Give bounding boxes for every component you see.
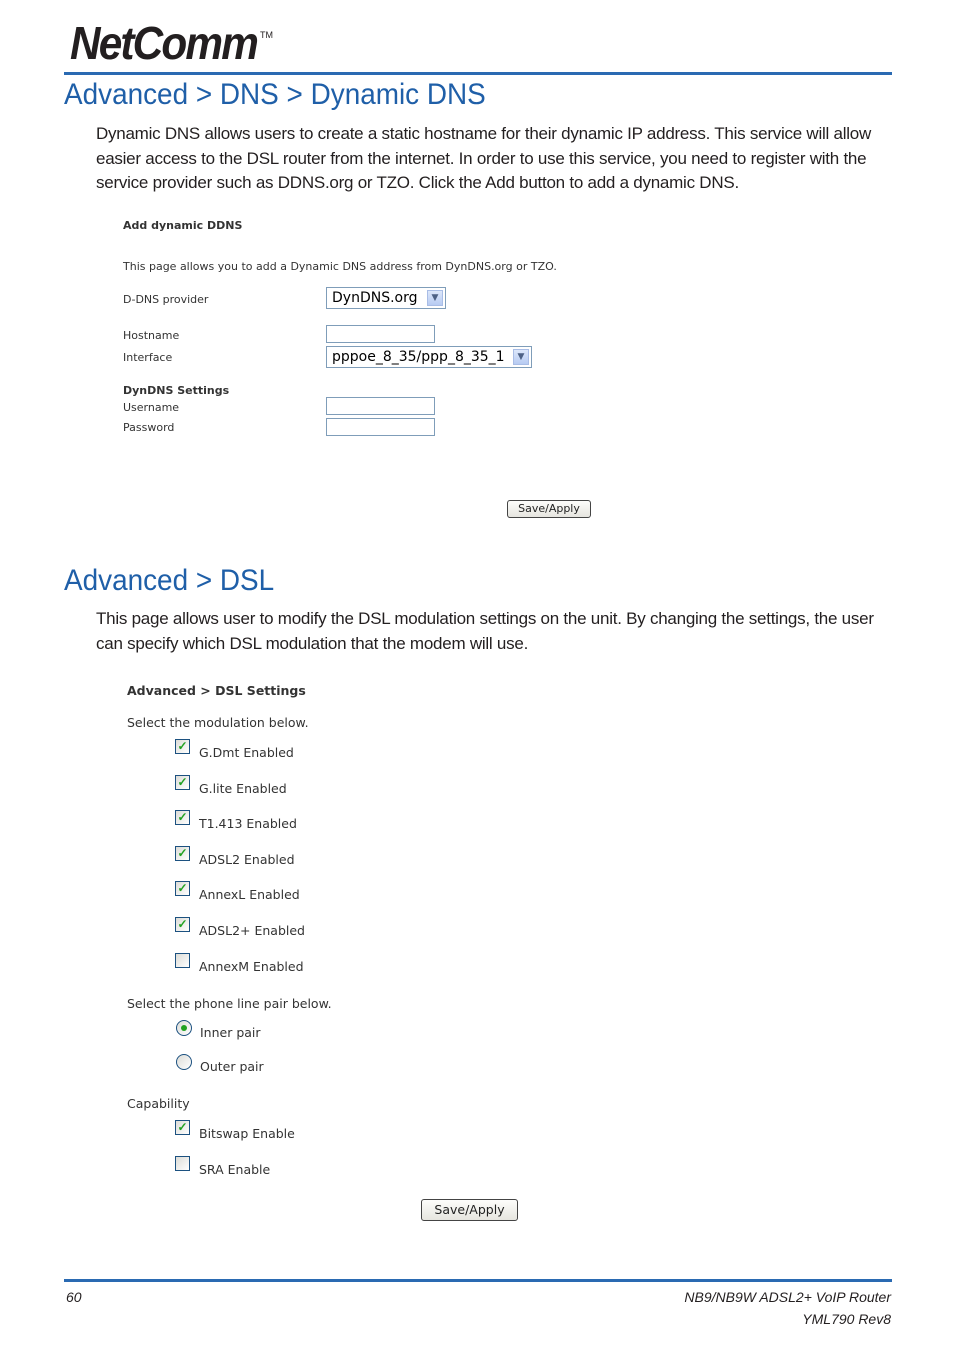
- footer-rule: [64, 1279, 892, 1282]
- section-description-dsl: This page allows user to modify the DSL modulation settings on the unit. By changing the settings, the user can specify which DSL modulation that the modem will use.: [96, 609, 874, 653]
- ddns-save-apply-button[interactable]: Save/Apply: [507, 500, 591, 518]
- checkbox-sra[interactable]: [175, 1156, 190, 1171]
- checkbox-annexm[interactable]: [175, 953, 190, 968]
- capability-heading: Capability: [127, 1096, 190, 1111]
- interface-label: Interface: [123, 351, 173, 364]
- trademark-mark: TM: [260, 30, 273, 40]
- username-input[interactable]: [326, 397, 435, 415]
- password-label: Password: [123, 421, 175, 434]
- adsl2plus-label: ADSL2+ Enabled: [199, 923, 305, 938]
- gdmt-label: G.Dmt Enabled: [199, 745, 294, 760]
- checkbox-bitswap[interactable]: ✓: [175, 1120, 190, 1135]
- annexl-label: AnnexL Enabled: [199, 887, 300, 902]
- checkbox-adsl2plus[interactable]: ✓: [175, 917, 190, 932]
- t1413-label: T1.413 Enabled: [199, 816, 297, 831]
- form-description-ddns: This page allows you to add a Dynamic DNS address from DynDNS.org or TZO.: [123, 260, 557, 273]
- section-description-dynamic-dns: Dynamic DNS allows users to create a static hostname for their dynamic IP address. This service will allow easier access to the DSL router from the internet. In order to use this service, you need to register with the service provider such as DDNS.org or TZO. Click the Add button to add a dynamic DNS.: [96, 124, 872, 192]
- interface-select[interactable]: [326, 346, 532, 368]
- form-title-dsl-settings: Advanced > DSL Settings: [127, 683, 306, 698]
- bitswap-label: Bitswap Enable: [199, 1126, 295, 1141]
- ddns-provider-select[interactable]: [326, 287, 446, 309]
- section-heading-dsl: Advanced > DSL: [64, 564, 275, 597]
- checkbox-adsl2[interactable]: ✓: [175, 846, 190, 861]
- section-heading-dynamic-dns: Advanced > DNS > Dynamic DNS: [64, 78, 486, 111]
- checkbox-annexl[interactable]: ✓: [175, 881, 190, 896]
- pair-prompt: Select the phone line pair below.: [127, 996, 332, 1011]
- interface-value: pppoe_8_35/ppp_8_35_1: [332, 349, 505, 365]
- checkbox-glite[interactable]: ✓: [175, 775, 190, 790]
- product-name: NB9/NB9W ADSL2+ VoIP Router: [684, 1289, 891, 1305]
- radio-outer-pair[interactable]: [176, 1054, 192, 1070]
- header-rule: [64, 72, 892, 75]
- radio-inner-pair[interactable]: [176, 1020, 192, 1036]
- chevron-down-icon[interactable]: ▼: [513, 349, 529, 365]
- chevron-down-icon[interactable]: ▼: [427, 290, 443, 306]
- password-input[interactable]: [326, 418, 435, 436]
- form-title-add-ddns: Add dynamic DDNS: [123, 219, 243, 232]
- outer-pair-label: Outer pair: [200, 1059, 264, 1074]
- netcomm-logo: NetComm: [70, 17, 257, 69]
- doc-code: YML790 Rev8: [802, 1311, 891, 1327]
- hostname-input[interactable]: [326, 325, 435, 343]
- dsl-save-apply-button[interactable]: Save/Apply: [421, 1199, 518, 1221]
- sra-label: SRA Enable: [199, 1162, 271, 1177]
- username-label: Username: [123, 401, 180, 414]
- ddns-provider-value: DynDNS.org: [332, 290, 418, 306]
- hostname-label: Hostname: [123, 329, 180, 342]
- glite-label: G.lite Enabled: [199, 781, 287, 796]
- ddns-provider-label: D-DNS provider: [123, 293, 209, 306]
- dyndns-settings-heading: DynDNS Settings: [123, 384, 230, 397]
- adsl2-label: ADSL2 Enabled: [199, 852, 295, 867]
- modulation-prompt: Select the modulation below.: [127, 715, 309, 730]
- checkbox-gdmt[interactable]: ✓: [175, 739, 190, 754]
- page-number: 60: [66, 1289, 82, 1305]
- inner-pair-label: Inner pair: [200, 1025, 261, 1040]
- annexm-label: AnnexM Enabled: [199, 959, 304, 974]
- checkbox-t1413[interactable]: ✓: [175, 810, 190, 825]
